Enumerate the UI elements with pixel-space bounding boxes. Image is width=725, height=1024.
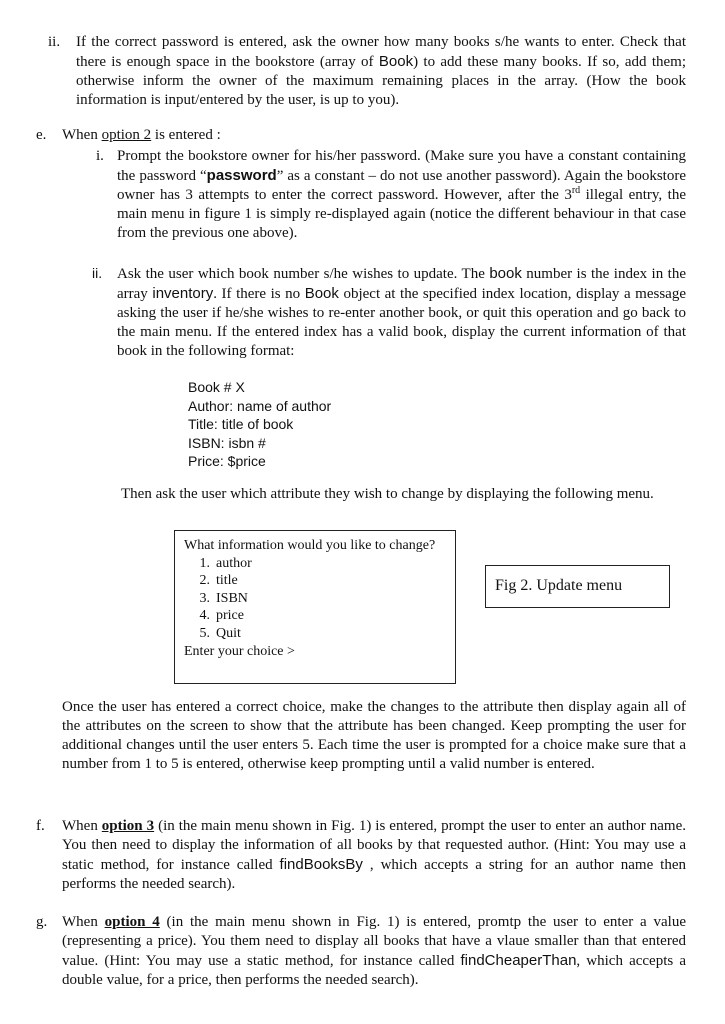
menu-option-author (184, 555, 447, 573)
text-segment: is entered : (151, 127, 221, 143)
update-menu-prompt: Enter your choice > (184, 643, 295, 659)
text-segment: . If there is no (213, 286, 305, 302)
list-marker-e-ii: ii. (92, 265, 103, 281)
list-marker-ii-top: ii. (48, 34, 61, 50)
text-segment: When (62, 127, 102, 143)
list-marker-g: g. (36, 914, 48, 930)
code-book-lower: book (489, 265, 522, 282)
text-segment: number is the index in the array (117, 266, 686, 302)
option-number: 5. (199, 625, 210, 641)
option-number: 3. (199, 590, 210, 606)
figure-caption: Fig 2. Update menu (495, 577, 623, 594)
update-menu-options (184, 555, 447, 643)
list-marker-e: e. (36, 127, 47, 143)
format-line-price: Price: $price (188, 453, 266, 469)
menu-option-isbn (184, 590, 447, 608)
option-label: ISBN (216, 590, 248, 606)
list-marker-e-i: i. (96, 148, 104, 164)
menu-option-title (184, 572, 447, 590)
text-segment: illegal entry, the main menu in figure 1 is simply re-displayed again (notice the different behaviour in that case from the previous one above). (117, 187, 686, 241)
section-e-intro (62, 126, 682, 145)
code-findCheaperThan: findCheaperThan (460, 952, 577, 969)
book-format-block (188, 378, 331, 471)
paragraph-update-book (117, 264, 686, 361)
code-inventory: inventory (152, 285, 214, 302)
paragraph-password-correct (76, 33, 686, 110)
code-password: password (206, 167, 277, 184)
code-findBooksBy: findBooksBy (279, 856, 363, 873)
code-book: Book (304, 285, 339, 302)
paragraph-option-4 (62, 913, 686, 990)
option-label: author (216, 555, 252, 571)
option-4-label: option 4 (104, 914, 160, 930)
paragraph-prompt-password (117, 147, 686, 243)
update-menu-question: What information would you like to change? (184, 538, 436, 553)
format-line-isbn: ISBN: isbn # (188, 434, 266, 451)
text-segment: When (62, 914, 105, 930)
text-segment: , which accepts a string for an author name then performs the needed search). (62, 857, 686, 892)
update-menu-box (174, 530, 456, 684)
paragraph-then-menu: Then ask the user which attribute they wish to change by displaying the following menu. (121, 486, 654, 502)
option-number: 4. (199, 608, 210, 624)
text-segment: (in the main menu shown in Fig. 1) is entered, promtp the user to enter a value (representing a price). You them need to display all books that have a vlaue smaller than that entered value. (Hint: You may use a static method, for instance called (62, 914, 686, 969)
text-segment: ) to add these many books. If so, add them; otherwise inform the owner of the maximum remaining places in the array. (How the book information is input/entered by the user, is up to you). (76, 54, 686, 108)
format-line-book: Book # X (188, 379, 245, 395)
superscript-rd: rd (571, 185, 581, 196)
option-number: 1. (199, 555, 210, 571)
option-label: price (216, 608, 244, 624)
figure-caption-box (485, 565, 670, 608)
text-segment: object at the specified index location, display a message asking the user if he/she wishes to re-enter another book, or quit this operation and go back to the main menu. If the entered index has a valid book, display the current information of that book in the following format: (117, 286, 686, 359)
text-segment: If the correct password is entered, ask the owner how many books s/he wants to enter. Check that there is enough space in the bookstore (array of (76, 34, 686, 70)
text-segment: Ask the user which book number s/he wishes to update. The (117, 266, 490, 282)
text-segment: , which accepts a double value, for a price, then performs the needed search). (62, 953, 686, 988)
list-marker-f: f. (36, 818, 45, 834)
text-segment: ” as a constant – do not use another password). Again the bookstore owner has 3 attempts to enter the correct password. However, after the 3 (117, 168, 686, 203)
format-line-title: Title: title of book (188, 416, 294, 432)
option-3-label: option 3 (101, 818, 155, 834)
option-number: 2. (199, 573, 210, 589)
paragraph-option-3 (62, 817, 686, 894)
text-segment: (in the main menu shown in Fig. 1) is entered, prompt the user to enter an author name. You then need to display the information of all books by that requested author. (Hint: You may use a static method, for instance called (62, 818, 686, 873)
text-segment: When (62, 818, 102, 834)
option-label: title (216, 573, 238, 589)
option-label: Quit (216, 625, 241, 641)
paragraph-once-choice: Once the user has entered a correct choice, make the changes to the attribute then display again all of the attributes on the screen to show that the attribute has been changed. Keep prompting the user for additional changes until the user enters 5. Each time the user is prompted for a choice make sure that a number from 1 to 5 is entered, otherwise keep prompting until a valid number is entered. (62, 699, 686, 772)
format-line-author: Author: name of author (188, 397, 332, 414)
option-2-label: option 2 (101, 127, 152, 143)
code-book: Book (378, 53, 414, 70)
menu-option-quit (184, 625, 447, 643)
menu-option-price (184, 607, 447, 625)
text-segment: Prompt the bookstore owner for his/her password. (Make sure you have a constant containing the password “ (117, 148, 686, 184)
